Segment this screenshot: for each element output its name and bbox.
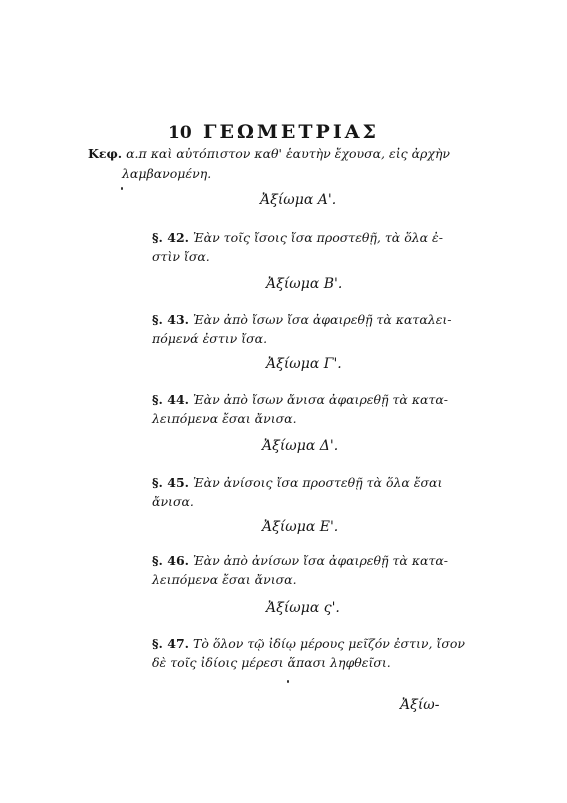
axiom-line-1	[152, 475, 442, 490]
chapter-label: Κεφ.	[88, 146, 123, 161]
axiom-text-1: Ἐὰν ἀπὸ ἴσων ἴσα ἀφαιρεθῇ τὰ καταλει-	[192, 312, 452, 327]
axiom-heading: Ἀξίωμα ς'.	[266, 600, 340, 616]
axiom-heading: Ἀξίωμα Γ'.	[266, 356, 342, 372]
axiom-text-1: Ἐὰν ἀπὸ ἴσων ἄνισα ἀφαιρεθῇ τὰ κατα-	[192, 392, 449, 407]
axiom-heading: Ἀξίωμα Α'.	[260, 192, 337, 208]
axiom-text-1: Ἐὰν ἀπὸ ἀνίσων ἴσα ἀφαιρεθῇ τὰ κατα-	[192, 553, 449, 568]
axiom-line-1	[152, 230, 443, 245]
ink-speck	[287, 680, 289, 683]
axiom-line-1	[152, 553, 448, 568]
axiom-line-2: στὶν ἴσα.	[152, 249, 210, 264]
intro-text-1: α.π καὶ αὐτόπιστον καθ' ἑαυτὴν ἔχουσα, εἰς ἀρχὴν	[126, 146, 451, 161]
page-header	[168, 121, 468, 147]
axiom-line-1	[152, 636, 465, 651]
axiom-line-2: λειπόμενα ἔσαι ἄνισα.	[152, 411, 297, 426]
intro-line-2: λαμβανομένη.	[122, 166, 212, 181]
axiom-heading: Ἀξίωμα Β'.	[266, 276, 343, 292]
section-number: §. 46.	[152, 553, 189, 568]
section-number: §. 42.	[152, 230, 189, 245]
section-number: §. 47.	[152, 636, 189, 651]
axiom-heading: Ἀξίωμα Ε'.	[262, 519, 339, 535]
axiom-line-2: λειπόμενα ἔσαι ἄνισα.	[152, 572, 297, 587]
section-number: §. 44.	[152, 392, 189, 407]
ink-speck	[121, 187, 123, 190]
section-number: §. 45.	[152, 475, 189, 490]
axiom-line-2: ἄνισα.	[152, 494, 194, 509]
axiom-text-1: Ἐὰν ἀνίσοις ἴσα προστεθῇ τὰ ὅλα ἔσαι	[192, 475, 443, 490]
axiom-text-1: Τὸ ὅλον τῷ ἰδίῳ μέρους μεῖζόν ἐστιν, ἴσον	[192, 636, 465, 651]
axiom-heading: Ἀξίωμα Δ'.	[262, 438, 339, 454]
axiom-line-2: πόμενά ἐστιν ἴσα.	[152, 331, 268, 346]
intro-line-1	[88, 146, 450, 161]
catchword: Ἀξίω-	[400, 697, 440, 713]
axiom-line-1	[152, 392, 448, 407]
page-number: 10	[168, 123, 192, 143]
axiom-text-1: Ἐὰν τοῖς ἴσοις ἴσα προστεθῇ, τὰ ὅλα ἐ-	[192, 230, 443, 245]
axiom-line-1	[152, 312, 452, 327]
running-title: ΓΕΩΜΕΤΡΙΑΣ	[203, 121, 379, 143]
axiom-line-2: δὲ τοῖς ἰδίοις μέρεσι ἅπασι ληφθεῖσι.	[152, 655, 391, 670]
section-number: §. 43.	[152, 312, 189, 327]
